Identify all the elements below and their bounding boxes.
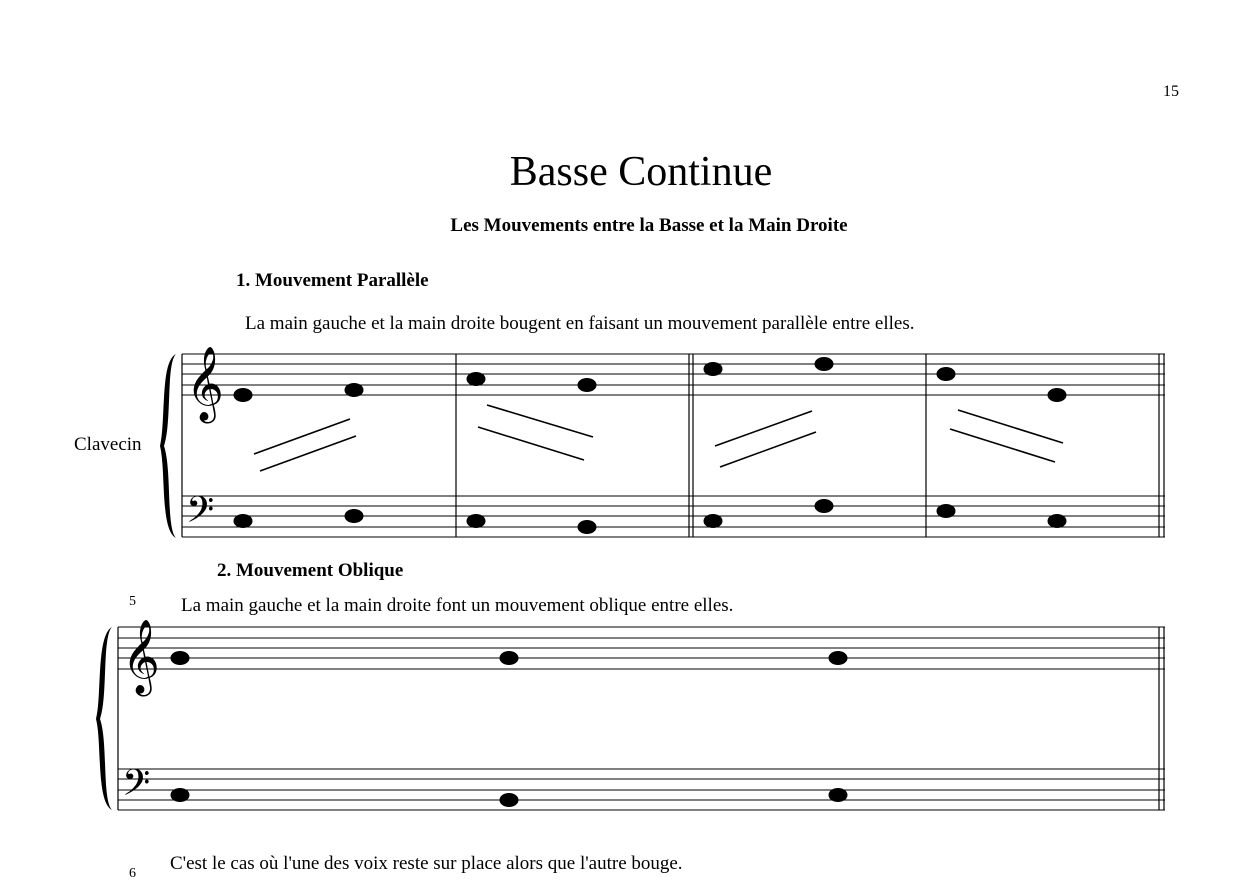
whole-note-icon	[235, 390, 251, 401]
whole-note-icon	[579, 380, 595, 391]
brace-icon	[160, 354, 176, 538]
whole-note-icon	[346, 385, 362, 396]
treble-clef-icon: 𝄞	[186, 347, 224, 421]
whole-note-icon	[830, 790, 846, 801]
bass-staff-2	[118, 769, 1165, 810]
whole-note-icon	[235, 516, 251, 527]
measure-number-5: 5	[129, 594, 136, 609]
treble-staff-2	[118, 627, 1165, 669]
bass-staff-1	[182, 496, 1165, 537]
whole-note-icon	[705, 516, 721, 527]
whole-note-icon	[346, 511, 362, 522]
treble-clef-icon: 𝄞	[122, 620, 160, 694]
whole-note-icon	[938, 369, 954, 380]
system-1	[160, 347, 1165, 540]
whole-note-icon	[501, 653, 517, 664]
whole-note-icon	[468, 516, 484, 527]
whole-note-icon	[830, 653, 846, 664]
whole-note-icon	[501, 795, 517, 806]
parallel-motion-lines	[254, 405, 1063, 471]
bass-clef-icon: 𝄢	[186, 489, 215, 540]
whole-note-icon	[172, 790, 188, 801]
whole-note-icon	[816, 501, 832, 512]
whole-note-icon	[816, 359, 832, 370]
whole-note-icon	[468, 374, 484, 385]
instruction-parallel: La main gauche et la main droite bougent en faisant un mouvement parallèle entre elles.	[245, 313, 915, 334]
whole-note-icon	[1049, 516, 1065, 527]
instruction-oblique: La main gauche et la main droite font un mouvement oblique entre elles.	[181, 595, 734, 616]
measure-number-6: 6	[129, 866, 136, 881]
whole-note-icon	[705, 364, 721, 375]
treble-notes-1	[235, 359, 1065, 401]
instruction-oblique-explanation: C'est le cas où l'une des voix reste sur place alors que l'autre bouge.	[170, 853, 683, 874]
page-title: Basse Continue	[509, 149, 773, 195]
section-heading-oblique: 2. Mouvement Oblique	[217, 560, 404, 581]
system-2	[96, 620, 1165, 813]
whole-note-icon	[579, 522, 595, 533]
bass-clef-icon: 𝄢	[122, 762, 151, 813]
barlines-2	[118, 627, 1164, 810]
brace-icon	[96, 627, 112, 810]
whole-note-icon	[938, 506, 954, 517]
instrument-label: Clavecin	[74, 434, 142, 455]
page-subtitle: Les Mouvements entre la Basse et la Main Droite	[450, 215, 848, 236]
treble-staff-1	[182, 354, 1165, 395]
section-heading-parallel: 1. Mouvement Parallèle	[236, 270, 429, 291]
whole-note-icon	[1049, 390, 1065, 401]
page-number: 15	[1163, 83, 1179, 100]
bass-notes-2	[172, 790, 846, 806]
whole-note-icon	[172, 653, 188, 664]
